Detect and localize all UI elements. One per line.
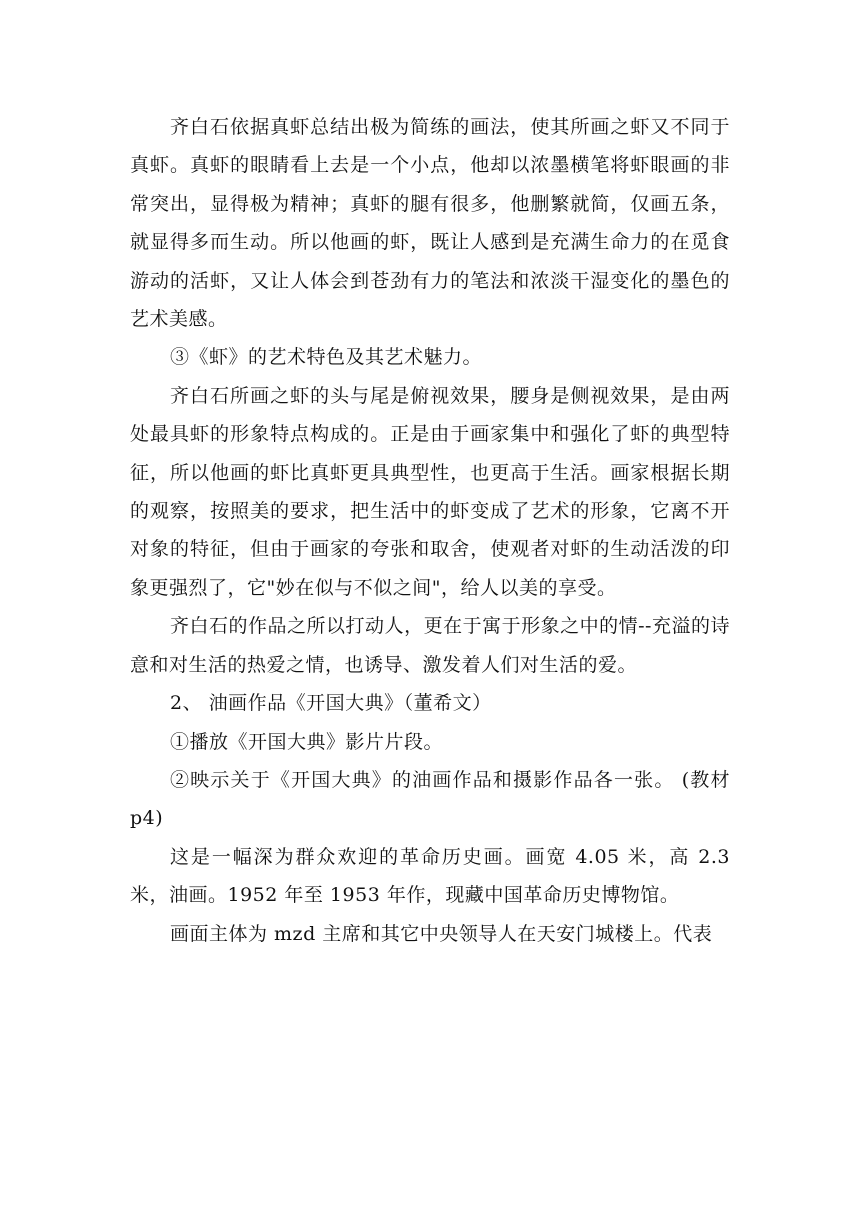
paragraph-show-works: ②映示关于《开国大典》的油画作品和摄影作品各一张。 (教材p4) bbox=[130, 768, 730, 830]
paragraph-shrimp-technique: 齐白石依据真虾总结出极为简练的画法，使其所画之虾又不同于真虾。真虾的眼睛看上去是一个小点，他却以浓墨横笔将虾眼画的非常突出，显得极为精神；真虾的腿有很多，他删繁就简，仅画五条，就显得多而生动。所以他画的虾，既让人感到是充满生命力的在觅食游动的活虾，又让人体会到苍劲有力的笔法和浓淡干湿变化的墨色的艺术美感。 bbox=[130, 116, 730, 331]
paragraph-shrimp-emotion: 齐白石的作品之所以打动人，更在于寓于形象之中的情--充溢的诗意和对生活的热爱之情，也诱导、激发着人们对生活的爱。 bbox=[130, 615, 730, 676]
document-body bbox=[130, 108, 730, 953]
paragraph-shrimp-features: 齐白石所画之虾的头与尾是俯视效果，腰身是侧视效果，是由两处最具虾的形象特点构成的。正是由于画家集中和强化了虾的典型特征，所以他画的虾比真虾更具典型性，也更高于生活。画家根据长期的观察，按照美的要求，把生活中的虾变成了艺术的形象，它离不开对象的特征，但由于画家的夸张和取舍，使观者对虾的生动活泼的印象更强烈了，它"妙在似与不似之间"，给人以美的享受。 bbox=[130, 384, 730, 599]
paragraph-painting-subject: 画面主体为 mzd 主席和其它中央领导人在天安门城楼上。代表 bbox=[170, 922, 713, 945]
paragraph-film-clip: ①播放《开国大典》影片片段。 bbox=[170, 730, 444, 753]
paragraph-painting-info: 这是一幅深为群众欢迎的革命历史画。画宽 4.05 米，高 2.3 米，油画。1952 年至 1953 年作，现藏中国革命历史博物馆。 bbox=[130, 845, 730, 907]
paragraph-section-heading: 2、 油画作品《开国大典》（董希文） bbox=[170, 692, 492, 715]
paragraph-shrimp-heading: ③《虾》的艺术特色及其艺术魅力。 bbox=[170, 346, 483, 369]
